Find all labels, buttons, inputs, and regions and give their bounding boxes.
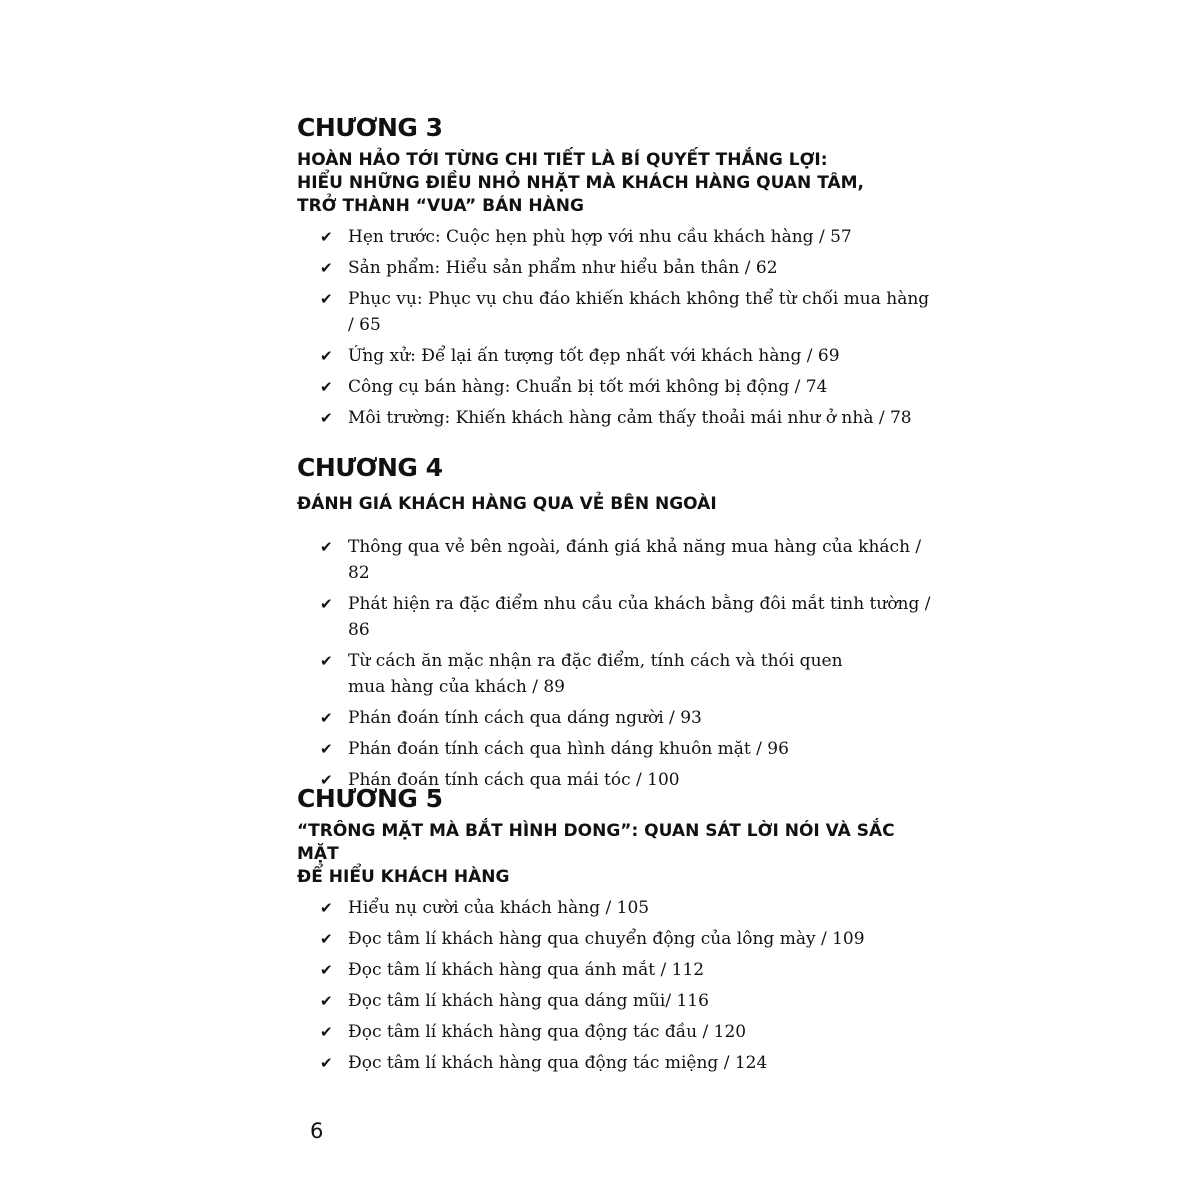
chapter-title: “TRÔNG MẶT MÀ BẮT HÌNH DONG”: QUAN SÁT LỜI NÓI VÀ SẮC MẶT ĐỂ HIỂU KHÁCH HÀNG bbox=[297, 821, 895, 887]
chapter-title: HOÀN HẢO TỚI TỪNG CHI TIẾT LÀ BÍ QUYẾT THẮNG LỢI: HIỂU NHỮNG ĐIỀU NHỎ NHẶT MÀ KHÁCH HÀNG QUAN TÂM, TRỞ THÀNH “VUA” BÁN HÀNG bbox=[297, 150, 865, 216]
list-item bbox=[297, 705, 937, 731]
list-item bbox=[297, 374, 937, 400]
list-item bbox=[297, 286, 937, 338]
list-item bbox=[297, 534, 937, 586]
list-item-text: Đọc tâm lí khách hàng qua ánh mắt / 112 bbox=[348, 960, 705, 980]
list-item bbox=[297, 895, 937, 921]
checkmark-icon: ✔ bbox=[320, 771, 333, 789]
chapter-label: CHƯƠNG 5 bbox=[297, 784, 443, 813]
chapter-3-section bbox=[297, 113, 937, 436]
list-item-text: Phán đoán tính cách qua dáng người / 93 bbox=[348, 708, 702, 728]
checkmark-icon: ✔ bbox=[320, 259, 333, 277]
checkmark-icon: ✔ bbox=[320, 409, 333, 427]
list-item-text: Hẹn trước: Cuộc hẹn phù hợp với nhu cầu khách hàng / 57 bbox=[348, 227, 852, 247]
list-item-text: Môi trường: Khiến khách hàng cảm thấy thoải mái như ở nhà / 78 bbox=[348, 408, 912, 428]
checkmark-icon: ✔ bbox=[320, 740, 333, 758]
checkmark-icon: ✔ bbox=[320, 347, 333, 365]
checkmark-icon: ✔ bbox=[320, 652, 333, 670]
list-item bbox=[297, 591, 937, 643]
list-item-text: Ứng xử: Để lại ấn tượng tốt đẹp nhất với khách hàng / 69 bbox=[348, 346, 840, 366]
list-item bbox=[297, 1019, 937, 1045]
list-item-text: Từ cách ăn mặc nhận ra đặc điểm, tính cách và thói quen mua hàng của khách / 89 bbox=[348, 651, 843, 697]
checkmark-icon: ✔ bbox=[320, 992, 333, 1010]
list-item-text: Đọc tâm lí khách hàng qua dáng mũi/ 116 bbox=[348, 991, 709, 1011]
checkmark-icon: ✔ bbox=[320, 930, 333, 948]
list-item bbox=[297, 988, 937, 1014]
checkmark-icon: ✔ bbox=[320, 1023, 333, 1041]
checkmark-icon: ✔ bbox=[320, 1054, 333, 1072]
chapter-item-list bbox=[297, 895, 937, 1076]
chapter-label: CHƯƠNG 4 bbox=[297, 453, 443, 482]
list-item bbox=[297, 736, 937, 762]
list-item bbox=[297, 405, 937, 431]
checkmark-icon: ✔ bbox=[320, 595, 333, 613]
list-item-text: Đọc tâm lí khách hàng qua chuyển động của lông mày / 109 bbox=[348, 929, 865, 949]
list-item-text: Đọc tâm lí khách hàng qua động tác miệng / 124 bbox=[348, 1053, 768, 1073]
list-item bbox=[297, 926, 937, 952]
chapter-item-list bbox=[297, 534, 937, 793]
list-item-text: Phán đoán tính cách qua hình dáng khuôn mặt / 96 bbox=[348, 739, 789, 759]
list-item bbox=[297, 957, 937, 983]
list-item bbox=[297, 224, 937, 250]
checkmark-icon: ✔ bbox=[320, 290, 333, 308]
list-item-text: Sản phẩm: Hiểu sản phẩm như hiểu bản thân / 62 bbox=[348, 258, 778, 278]
checkmark-icon: ✔ bbox=[320, 378, 333, 396]
checkmark-icon: ✔ bbox=[320, 899, 333, 917]
list-item-text: Phát hiện ra đặc điểm nhu cầu của khách bằng đôi mắt tinh tường / 86 bbox=[348, 594, 931, 640]
checkmark-icon: ✔ bbox=[320, 961, 333, 979]
page-number: 6 bbox=[310, 1119, 324, 1143]
list-item-text: Phán đoán tính cách qua mái tóc / 100 bbox=[348, 770, 680, 790]
checkmark-icon: ✔ bbox=[320, 538, 333, 556]
list-item bbox=[297, 1050, 937, 1076]
list-item-text: Đọc tâm lí khách hàng qua động tác đầu / 120 bbox=[348, 1022, 747, 1042]
list-item-text: Phục vụ: Phục vụ chu đáo khiến khách không thể từ chối mua hàng / 65 bbox=[348, 289, 930, 335]
list-item-text: Hiểu nụ cười của khách hàng / 105 bbox=[348, 898, 650, 918]
list-item-text: Thông qua vẻ bên ngoài, đánh giá khả năng mua hàng của khách / 82 bbox=[348, 537, 922, 583]
chapter-title: ĐÁNH GIÁ KHÁCH HÀNG QUA VẺ BÊN NGOÀI bbox=[297, 494, 717, 514]
chapter-item-list bbox=[297, 224, 937, 431]
chapter-4-section bbox=[297, 453, 937, 798]
chapter-label: CHƯƠNG 3 bbox=[297, 113, 443, 142]
checkmark-icon: ✔ bbox=[320, 228, 333, 246]
list-item bbox=[297, 343, 937, 369]
checkmark-icon: ✔ bbox=[320, 709, 333, 727]
list-item-text: Công cụ bán hàng: Chuẩn bị tốt mới không bị động / 74 bbox=[348, 377, 828, 397]
list-item bbox=[297, 648, 868, 700]
chapter-5-section bbox=[297, 784, 937, 1081]
list-item bbox=[297, 255, 937, 281]
